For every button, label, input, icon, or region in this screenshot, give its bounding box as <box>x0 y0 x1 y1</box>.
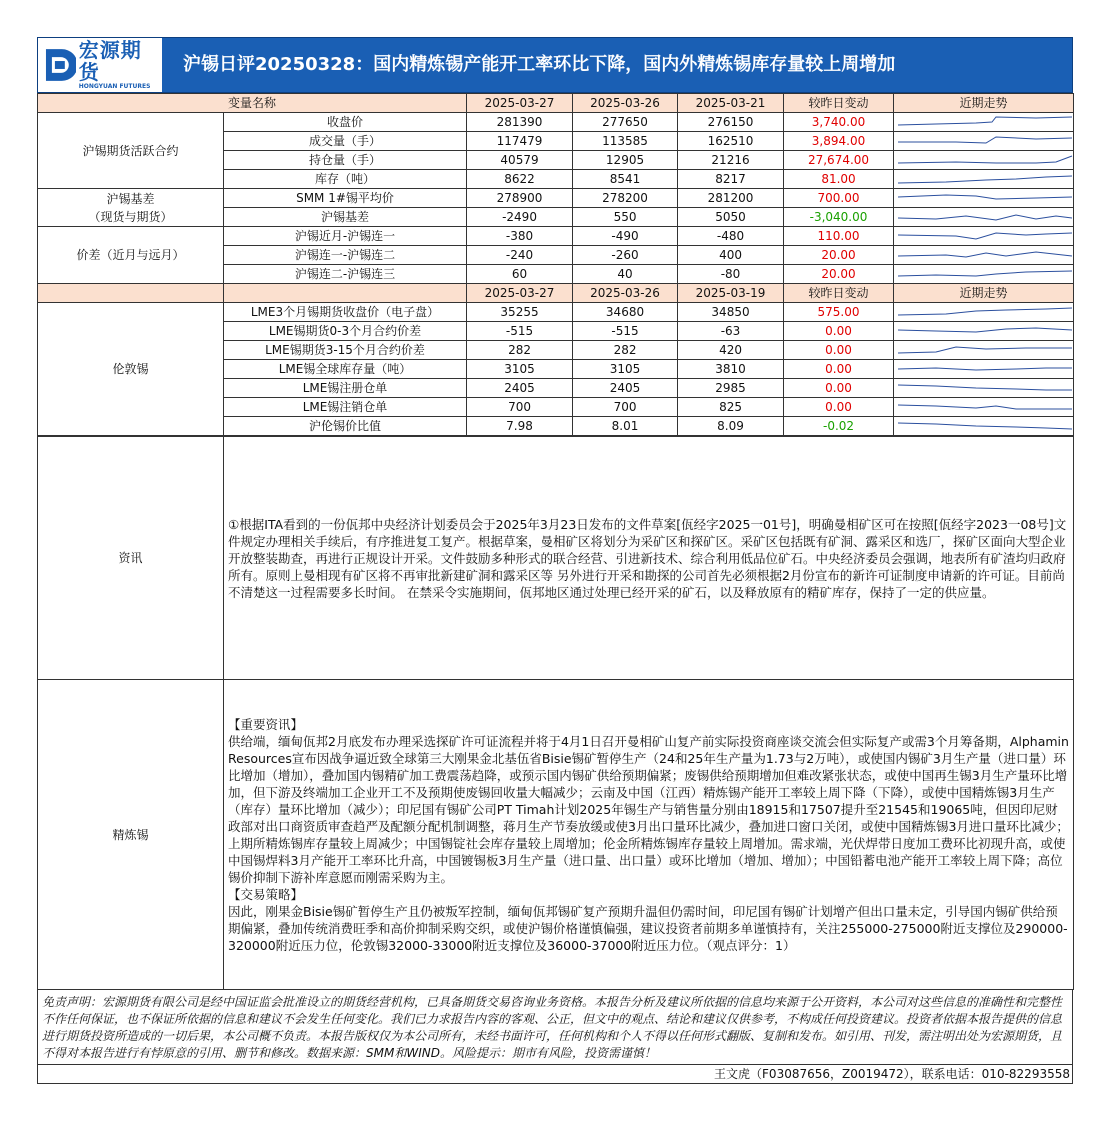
col-header-date3: 2025-03-21 <box>678 94 784 113</box>
trend-sparkline <box>896 134 1074 148</box>
author-contact: 王文虎（F03087656，Z0019472），联系电话：010-82293558 <box>37 1064 1073 1084</box>
value-cell: -380 <box>467 227 573 246</box>
trend-cell <box>894 265 1074 284</box>
variable-name: 收盘价 <box>224 113 467 132</box>
col-header-trend: 近期走势 <box>894 284 1074 303</box>
col-header-date2: 2025-03-26 <box>573 94 678 113</box>
important-news-paragraph: 供给端，缅甸佤邦2月底发布办理采选探矿许可证流程并将于4月1日召开曼相矿山复产前实际投资商座谈交流会但实际复产或需3个月筹备期，Alphamin Resources宣布因战争逼近致全球第三大刚果金北基伍省Bisie锡矿暂停生产（24和25年生产量为1.73与2万吨），或使国内锡矿3月生产量（进口量）环比增加（增加），叠加国内锡精矿加工费震荡趋降，或预示国内锡矿供给预期偏紧；废锡供给预期增加但难改紧张状态，或使中国再生锡3月生产量环比增加，但下游及终端加工企业开工不及预期使废锡回收量大幅减少；云南及中国（江西）精炼锡产能开工率较上周下降（下降），或使中国精炼锡3月生产（库存）量环比增加（减少）；印尼国有锡矿公司PT Timah计划2025年锡生产与销售量分别由18915和17507提升至21545和19065吨，但因印尼财政部对出口商资质审查趋严及配额分配机制调整，蒋月生产节奏放缓或使3月出口量环比减少，叠加进口窗口关闭，或使中国精炼锡3月进口量环比减少；上期所精炼锡库存量较上周减少；中国锡锭社会库存量较上周增加；伦金所精炼锡库存量较上周增加。需求端，光伏焊带日度加工费环比初现升高，或使中国锡焊料3月产能开工率环比升高，中国镀锡板3月生产量（进口量、出口量）或环比增加（增加、增加）；中国铅蓄电池产能开工率较上周下降；高位锡价抑制下游补库意愿而刚需采购为主。 <box>228 733 1069 885</box>
value-cell: 825 <box>678 398 784 417</box>
refined-tin-text <box>224 680 1074 990</box>
value-cell: 281200 <box>678 189 784 208</box>
col-header-date1: 2025-03-27 <box>467 284 573 303</box>
variable-name: LME3个月锡期货收盘价（电子盘） <box>224 303 467 322</box>
value-cell: 8622 <box>467 170 573 189</box>
group-label: 沪锡基差 <box>106 191 155 206</box>
col-header-trend: 近期走势 <box>894 94 1074 113</box>
trend-sparkline <box>896 248 1074 262</box>
trend-sparkline <box>896 324 1074 338</box>
change-cell: 0.00 <box>784 360 894 379</box>
variable-name: LME锡期货0-3个月合约价差 <box>224 322 467 341</box>
value-cell: 3105 <box>467 360 573 379</box>
value-cell: 8.09 <box>678 417 784 436</box>
change-cell: 20.00 <box>784 246 894 265</box>
col-header-date1: 2025-03-27 <box>467 94 573 113</box>
table-header-row <box>38 94 1074 113</box>
value-cell: 8541 <box>573 170 678 189</box>
trend-sparkline <box>896 381 1074 395</box>
trend-sparkline <box>896 229 1074 243</box>
strategy-paragraph: 因此，刚果金Bisie锡矿暂停生产且仍被叛军控制，缅甸佤邦锡矿复产预期升温但仍需时间，印尼国有锡矿计划增产但出口量未定，引导国内锡矿供给预期偏紧，叠加传统消费旺季和高价抑制采购交织，或使沪锡价格谨慎偏强，建议投资者前期多单谨慎持有，关注255000-275000附近支撑位及290000-320000附近压力位，伦敦锡32000-33000附近支撑位及36000-37000附近压力位。（观点评分：1） <box>228 903 1068 953</box>
value-cell: 2985 <box>678 379 784 398</box>
value-cell: 700 <box>467 398 573 417</box>
refined-tin-label: 精炼锡 <box>38 680 224 990</box>
change-cell: 0.00 <box>784 398 894 417</box>
variable-name: 沪锡基差 <box>224 208 467 227</box>
value-cell: 162510 <box>678 132 784 151</box>
value-cell: 420 <box>678 341 784 360</box>
value-cell: 700 <box>573 398 678 417</box>
text-table <box>37 436 1074 990</box>
table-row <box>38 113 1074 132</box>
news-paragraph: ①根据ITA看到的一份佤邦中央经济计划委员会于2025年3月23日发布的文件草案[佤经字2025一01号]，明确曼相矿区可在按照[佤经字2023一08号]文件规定办理相关手续后，有序推进复工复产。根据草案，曼相矿区将划分为采矿区和探矿区。采矿区包括既有矿洞、露采区和选厂，探矿区面向大型企业开放整装勘查，再进行正规设计开采。文件鼓励多种形式的联合经营、引进新技术、综合利用低品位矿石。中央经济委员会强调，地表所有矿渣均归政府所有。原则上曼相现有矿区将不再审批新建矿洞和露采区等 另外进行开采和勘探的公司首先必须根据2月份宣布的新许可证制度申请新的许可证。目前尚不清楚这一过程需要多长时间。 在禁采令实施期间，佤邦地区通过处理已经开采的矿石，以及释放原有的精矿库存，保持了一定的供应量。 <box>228 516 1067 600</box>
report-header <box>37 37 1073 93</box>
trend-sparkline <box>896 362 1074 376</box>
trend-sparkline <box>896 305 1074 319</box>
strategy-heading: 【交易策略】 <box>228 886 304 902</box>
value-cell: 60 <box>467 265 573 284</box>
col-header-variable: 变量名称 <box>38 94 467 113</box>
value-cell: 117479 <box>467 132 573 151</box>
trend-cell <box>894 341 1074 360</box>
value-cell: -2490 <box>467 208 573 227</box>
trend-cell <box>894 170 1074 189</box>
change-cell: 3,894.00 <box>784 132 894 151</box>
trend-sparkline <box>896 419 1074 433</box>
value-cell: -260 <box>573 246 678 265</box>
trend-sparkline <box>896 153 1074 167</box>
trend-cell <box>894 360 1074 379</box>
variable-name: 沪锡连二-沪锡连三 <box>224 265 467 284</box>
blank-header-cell <box>224 284 467 303</box>
value-cell: 3810 <box>678 360 784 379</box>
value-cell: -490 <box>573 227 678 246</box>
trend-cell <box>894 379 1074 398</box>
trend-cell <box>894 398 1074 417</box>
report-sheet <box>37 37 1073 1084</box>
value-cell: 34680 <box>573 303 678 322</box>
value-cell: 12905 <box>573 151 678 170</box>
change-cell: 700.00 <box>784 189 894 208</box>
change-cell: -0.02 <box>784 417 894 436</box>
trend-cell <box>894 132 1074 151</box>
value-cell: -515 <box>573 322 678 341</box>
trend-cell <box>894 246 1074 265</box>
col-header-date3: 2025-03-19 <box>678 284 784 303</box>
variable-name: SMM 1#锡平均价 <box>224 189 467 208</box>
value-cell: 35255 <box>467 303 573 322</box>
disclaimer: 免责声明：宏源期货有限公司是经中国证监会批准设立的期货经营机构，已具备期货交易咨询业务资格。本报告分析及建议所依据的信息均来源于公开资料，本公司对这些信息的准确性和完整性不作任何保证，也不保证所依据的信息和建议不会发生任何变化。我们已力求报告内容的客观、公正，但文中的观点、结论和建议仅供参考，不构成任何投资建议。投资者依据本报告提供的信息进行期货投资所造成的一切后果，本公司概不负责。本报告版权仅为本公司所有，未经书面许可，任何机构和个人不得以任何形式翻版、复制和发布。如引用、刊发，需注明出处为宏源期货，且不得对本报告进行有悖原意的引用、删节和修改。数据来源：SMM和WIND。风险提示：期市有风险，投资需谨慎！ <box>37 990 1073 1064</box>
variable-name: 持仓量（手） <box>224 151 467 170</box>
variable-name: 沪伦锡价比值 <box>224 417 467 436</box>
variable-name: LME锡期货3-15个月合约价差 <box>224 341 467 360</box>
trend-cell <box>894 151 1074 170</box>
value-cell: 400 <box>678 246 784 265</box>
report-title: 沪锡日评20250328：国内精炼锡产能开工率环比下降，国内外精炼锡库存量较上周增加 <box>183 54 896 75</box>
logo-en-text: HONGYUAN FUTURES <box>78 83 151 90</box>
hongyuan-logo-icon <box>42 45 76 85</box>
table-row <box>38 227 1074 246</box>
change-cell: 110.00 <box>784 227 894 246</box>
trend-sparkline <box>896 400 1074 414</box>
variable-name: 沪锡连一-沪锡连二 <box>224 246 467 265</box>
value-cell: -80 <box>678 265 784 284</box>
trend-cell <box>894 189 1074 208</box>
value-cell: 278200 <box>573 189 678 208</box>
trend-sparkline <box>896 191 1074 205</box>
change-cell: 0.00 <box>784 341 894 360</box>
change-cell: 0.00 <box>784 379 894 398</box>
value-cell: 3105 <box>573 360 678 379</box>
trend-cell <box>894 113 1074 132</box>
variable-name: LME锡注册仓单 <box>224 379 467 398</box>
important-news-heading: 【重要资讯】 <box>228 716 304 732</box>
news-label: 资讯 <box>38 437 224 680</box>
group-label-sub: （现货与期货） <box>88 209 173 224</box>
trend-cell <box>894 322 1074 341</box>
blank-header-cell <box>38 284 224 303</box>
value-cell: 2405 <box>573 379 678 398</box>
change-cell: 575.00 <box>784 303 894 322</box>
value-cell: 282 <box>573 341 678 360</box>
col-header-change: 较昨日变动 <box>784 94 894 113</box>
value-cell: 278900 <box>467 189 573 208</box>
news-text <box>224 437 1074 680</box>
variable-name: LME锡全球库存量（吨） <box>224 360 467 379</box>
table-header-row <box>38 284 1074 303</box>
trend-sparkline <box>896 210 1074 224</box>
value-cell: 21216 <box>678 151 784 170</box>
value-cell: 7.98 <box>467 417 573 436</box>
trend-cell <box>894 208 1074 227</box>
change-cell: 81.00 <box>784 170 894 189</box>
group-cell: 伦敦锡 <box>38 303 224 436</box>
trend-cell <box>894 303 1074 322</box>
variable-name: 沪锡近月-沪锡连一 <box>224 227 467 246</box>
value-cell: 40579 <box>467 151 573 170</box>
group-cell <box>38 227 224 284</box>
value-cell: -63 <box>678 322 784 341</box>
value-cell: 2405 <box>467 379 573 398</box>
value-cell: 8217 <box>678 170 784 189</box>
value-cell: 113585 <box>573 132 678 151</box>
group-label: 沪锡期货活跃合约 <box>82 143 179 158</box>
value-cell: 550 <box>573 208 678 227</box>
value-cell: 276150 <box>678 113 784 132</box>
group-label: 价差（近月与远月） <box>76 248 185 262</box>
value-cell: 281390 <box>467 113 573 132</box>
col-header-change: 较昨日变动 <box>784 284 894 303</box>
variable-name: 成交量（手） <box>224 132 467 151</box>
trend-sparkline <box>896 172 1074 186</box>
change-cell: 0.00 <box>784 322 894 341</box>
change-cell: -3,040.00 <box>784 208 894 227</box>
trend-cell <box>894 227 1074 246</box>
change-cell: 20.00 <box>784 265 894 284</box>
value-cell: 8.01 <box>573 417 678 436</box>
trend-sparkline <box>896 115 1074 129</box>
table-row <box>38 189 1074 208</box>
value-cell: -480 <box>678 227 784 246</box>
data-table <box>37 93 1074 436</box>
group-cell <box>38 113 224 189</box>
variable-name: 库存（吨） <box>224 170 467 189</box>
company-logo <box>38 38 162 92</box>
value-cell: -515 <box>467 322 573 341</box>
value-cell: 5050 <box>678 208 784 227</box>
logo-cn-text: 宏源期货 <box>78 38 142 84</box>
value-cell: -240 <box>467 246 573 265</box>
trend-cell <box>894 417 1074 436</box>
value-cell: 282 <box>467 341 573 360</box>
table-row <box>38 303 1074 322</box>
trend-sparkline <box>896 267 1074 281</box>
trend-sparkline <box>896 343 1074 357</box>
value-cell: 40 <box>573 265 678 284</box>
change-cell: 27,674.00 <box>784 151 894 170</box>
change-cell: 3,740.00 <box>784 113 894 132</box>
col-header-date2: 2025-03-26 <box>573 284 678 303</box>
variable-name: LME锡注销仓单 <box>224 398 467 417</box>
value-cell: 34850 <box>678 303 784 322</box>
group-cell <box>38 189 224 227</box>
value-cell: 277650 <box>573 113 678 132</box>
